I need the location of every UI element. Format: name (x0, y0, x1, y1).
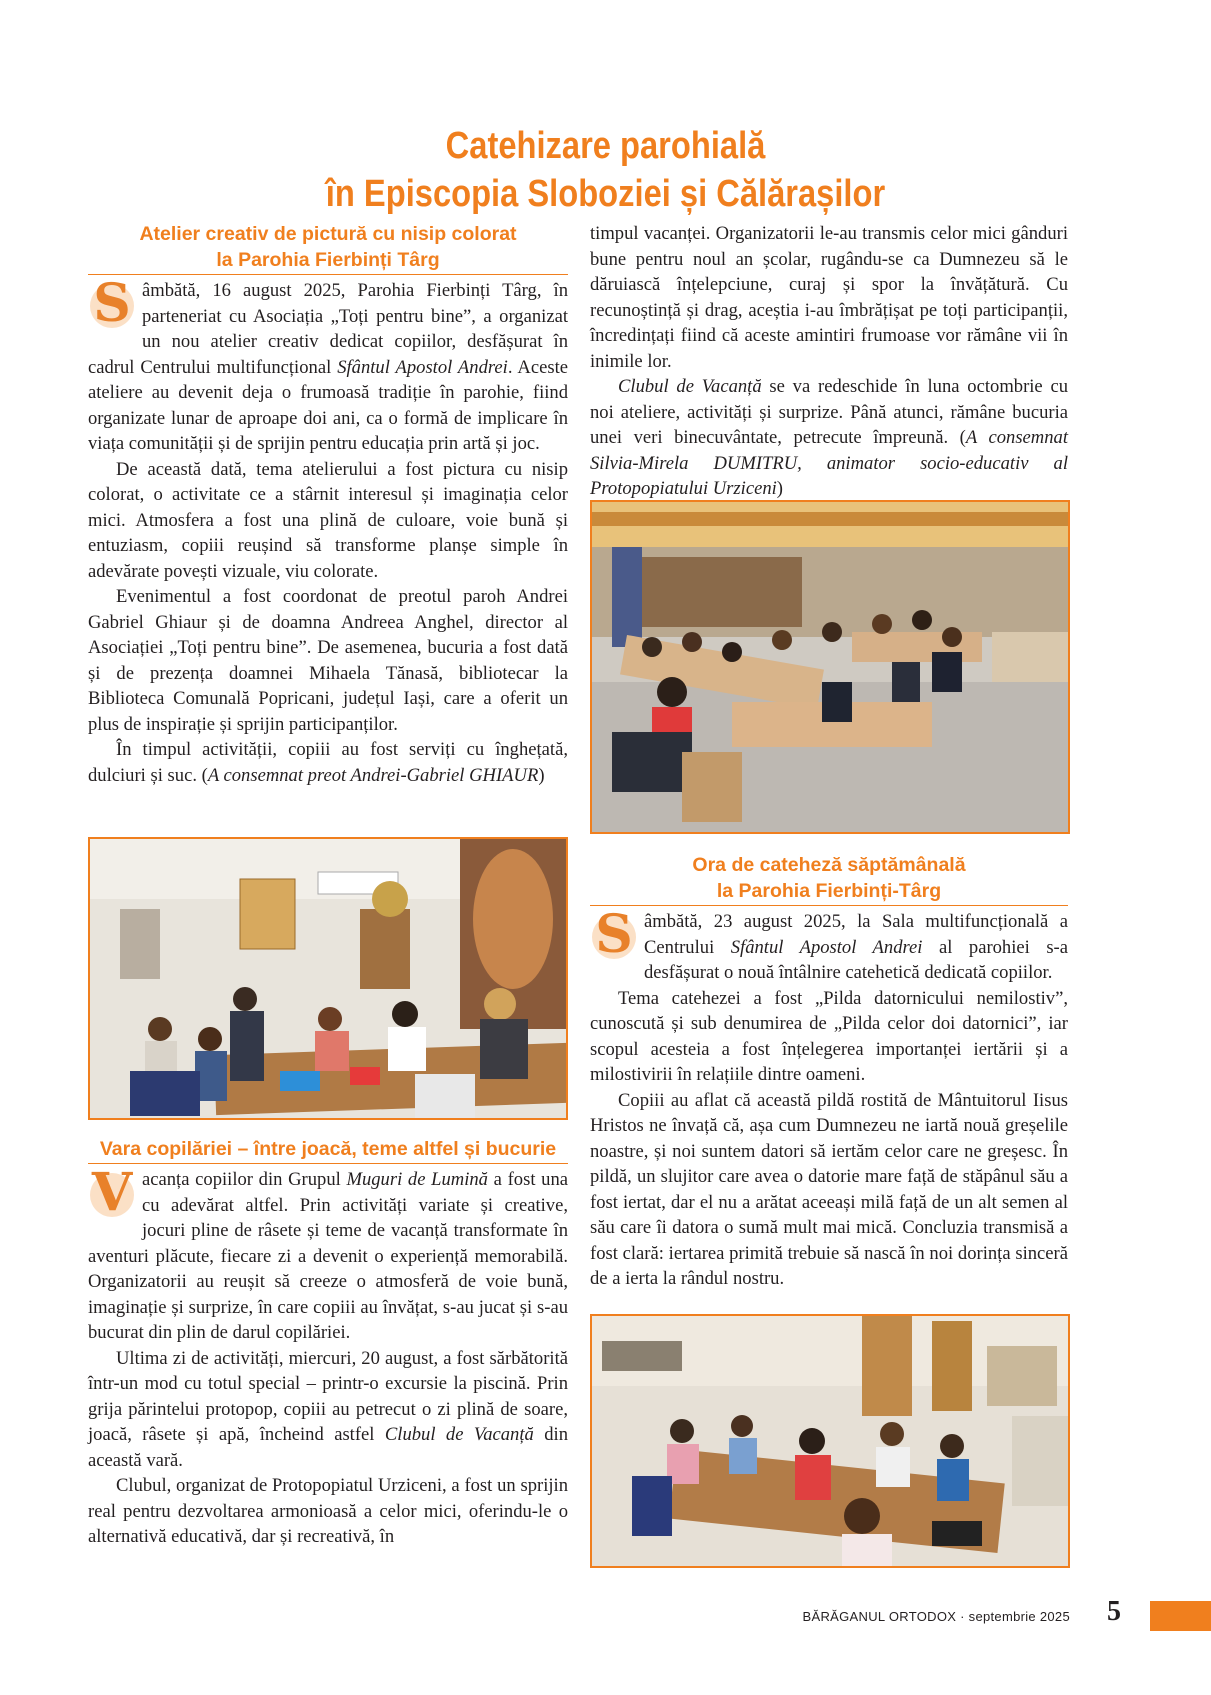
photo-catechesis-session (590, 1314, 1070, 1568)
title-line-2: în Episcopia Sloboziei și Călărașilor (325, 173, 886, 215)
article-3-heading: Ora de cateheză săptămânală la Parohia Fierbinți-Târg (590, 852, 1068, 906)
photo-sand-painting-workshop (88, 837, 568, 1120)
footer-publication: BĂRĂGANUL ORTODOX · septembrie 2025 (802, 1609, 1070, 1624)
article-1-paragraph-1: S âmbătă, 16 august 2025, Parohia Fierbinți Târg, în parteneriat cu Asociația „Toți pentru bine”, a organizat un nou atelier creativ dedicat copiilor, desfășurat în cadrul Centrului multifuncțional Sfântul Apostol Andrei. Aceste ateliere au devenit deja o frumoasă tradiție în parohie, fiind organizate lunar de aproape doi ani, ca o formă de implicare în viața comunității și de sprijin pentru educația prin artă și joc. (88, 273, 569, 454)
article-3-paragraph-3: Copiii au aflat că această pildă rostită de Mântuitorul Iisus Hristos ne învață că, așa cum Dumnezeu ne iartă nouă greșelile noastre, și noi suntem datori să iertăm celor care ne greșesc. În pildă, un slujitor care avea o datorie mare față de stăpânul său a fost iertat, dar el nu a arătat aceeași milă față de un alt semen al său care îi datora o sumă mult mai mică. Concluzia transmisă a fost clară: iertarea primită trebuie să nască în noi dorința sinceră de a ierta la rândul nostru. (590, 1089, 1068, 1289)
drop-cap-ornament: S (88, 282, 136, 330)
article-1-paragraph-4: În timpul activității, copiii au fost serviți cu înghețată, dulciuri și suc. (A consemnat preot Andrei-Gabriel GHIAUR) (88, 739, 568, 786)
article-1-heading: Atelier creativ de pictură cu nisip colorat la Parohia Fierbinți Târg (88, 221, 568, 275)
page-number: 5 (1107, 1596, 1121, 1627)
footer-accent-bar (1150, 1601, 1211, 1631)
title-line-1: Catehizare parohială (445, 125, 766, 167)
article-2-paragraph-1: V acanța copiilor din Grupul Muguri de Lumină a fost una cu adevărat altfel. Prin activități variate și creative, jocuri pline de râsete și teme de vacanță transformate în aventuri plăcute, fiecare zi a devenit o experiență memorabilă. Organizatorii au reușit să creeze o atmosferă de voie bună, imaginație și surprize, în care copiii au învățat, s-au jucat și s-au bucurat din plin de darul copilăriei. (88, 1162, 569, 1343)
article-2-paragraph-5: Clubul de Vacanță se va redeschide în luna octombrie cu noi ateliere, activități și surprize. Până atunci, rămâne bucuria unei veri binecuvântate, petrecute împreună. (A consemnat Silvia-Mirela DUMITRU, animator socio-educativ al Protopopiatului Urziceni) (590, 376, 1069, 499)
article-2-paragraph-4: timpul vacanței. Organizatorii le-au transmis celor mici gânduri bune pentru noul an școlar, rugându-se ca Dumnezeu să le dăruiască înțelepciune, curaj și spor la învățătură. Cu recunoștință și drag, aceștia i-au îmbrățișat pe toți participanții, încredințați fiind că aceste amintiri frumoase vor rămâne vii în inimile lor. (590, 223, 1068, 372)
article-3 (590, 852, 1068, 1292)
article-2-paragraph-2: Ultima zi de activități, miercuri, 20 august, a fost sărbătorită într-un mod cu totul special – printr-o excursie la piscină. Prin grija părintelui protopop, copiii au petrecut o zi plină de soare, joacă, râsete și apă, încheind astfel Clubul de Vacanță din această vară. (88, 1347, 568, 1471)
article-3-paragraph-1: S âmbătă, 23 august 2025, la Sala multifuncțională a Centrului Sfântul Apostol Andrei al parohiei s-a desfășurat o nouă întâlnire catehetică dedicată copiilor. (590, 909, 1068, 986)
photo-vacation-club-classroom (590, 500, 1070, 834)
article-2 (88, 1136, 568, 1550)
article-3-paragraph-2: Tema catehezei a fost „Pilda datornicului nemilostiv”, cunoscută și sub denumirea de „Pilda celor doi datornici”, iar scopul acesteia a fost înțelegerea importanței iertării și a milostivirii în relațiile dintre oameni. (590, 987, 1068, 1085)
article-2-heading: Vara copilăriei – între joacă, teme altfel și bucurie (88, 1136, 568, 1164)
page-title (85, 122, 1126, 218)
article-1-paragraph-2: De această dată, tema atelierului a fost pictura cu nisip colorat, o activitate ce a stârnit interesul și imaginația celor mici. Atmosfera a fost una plină de culoare, voie bună și entuziasm, copiii reușind să transforme planșe simple în adevărate povești vizuale, viu colorate. (88, 458, 568, 582)
drop-cap-ornament: S (590, 913, 638, 961)
article-1 (88, 221, 568, 788)
drop-cap-ornament: V (91, 1162, 133, 1223)
article-1-paragraph-3: Evenimentul a fost coordonat de preotul paroh Andrei Gabriel Ghiaur și de doamna Andreea Anghel, director al Asociației „Toți pentru bine”. De asemenea, bucuria a fost dată și de prezența doamnei Mihaela Tănasă, bibliotecar la Biblioteca Comunală Popricani, județul Iași, care a oferit un plus de inspirație și sprijin participanților. (88, 586, 568, 735)
article-2-paragraph-3: Clubul, organizat de Protopopiatul Urziceni, a fost un sprijin real pentru dezvoltarea armonioasă a celor mici, oferindu-le o alternativă educativă, dar și recreativă, în (88, 1475, 568, 1547)
article-2-continued (590, 221, 1068, 502)
